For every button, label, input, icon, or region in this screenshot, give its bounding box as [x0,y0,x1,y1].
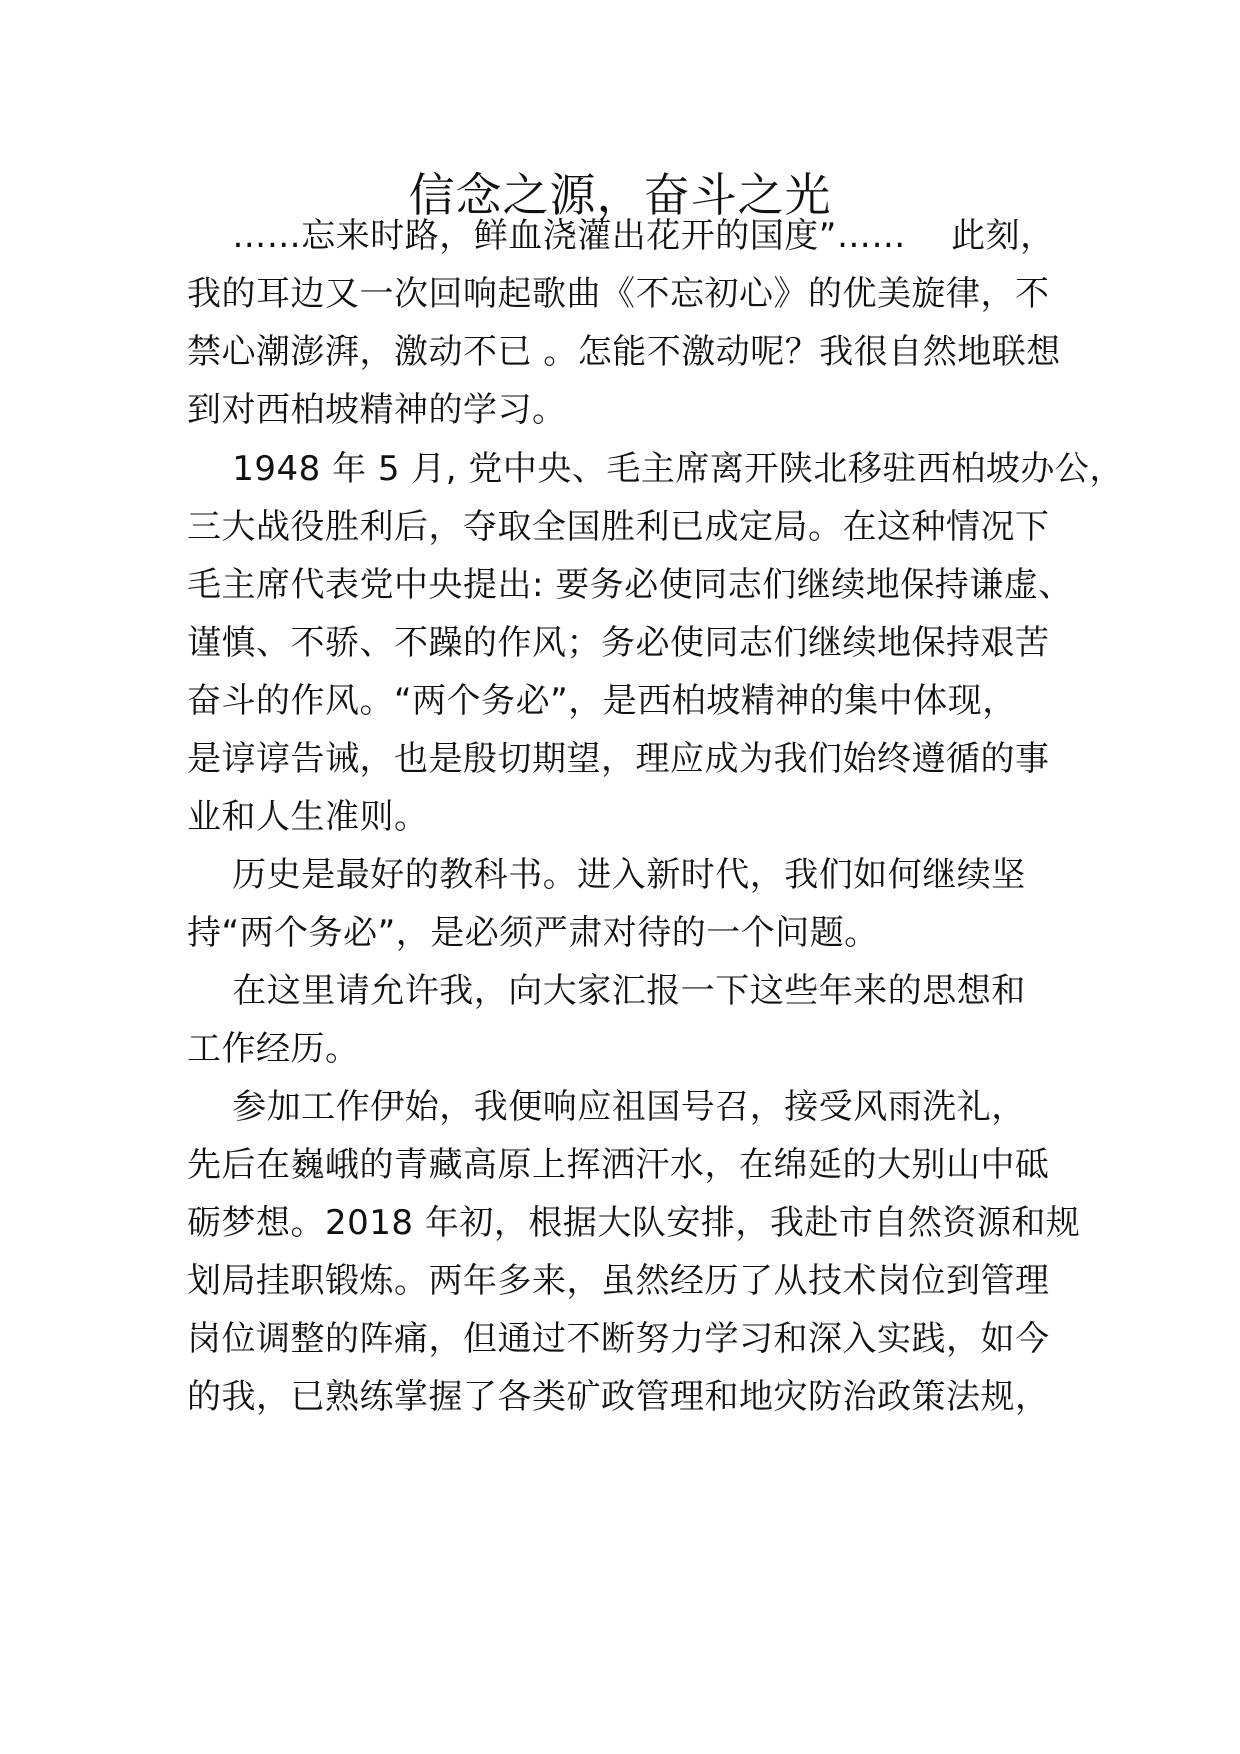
text-line: 三大战役胜利后，夺取全国胜利已成定局。在这种情况下 [187,507,1050,547]
text-line: ……忘来时路，鲜血浇灌出花开的国度”…… 此刻， [187,216,1055,256]
text-line: 我的耳边又一次回响起歌曲《不忘初心》的优美旋律，不 [187,274,1050,314]
text-line: 历史是最好的教科书。进入新时代，我们如何继续坚 [187,855,1026,895]
text-line: 奋斗的作风。“两个务必”，是西柏坡精神的集中体现， [187,681,1017,721]
text-line: 的我，已熟练掌握了各类矿政管理和地灾防治政策法规， [187,1377,1050,1417]
text-line: 工作经历。 [187,1029,360,1069]
text-line: 禁心潮澎湃，激动不已 。怎能不激动呢？我很自然地联想 [187,332,1061,372]
text-line: 是谆谆告诫，也是殷切期望，理应成为我们始终遵循的事 [187,739,1050,779]
text-line: 谨慎、不骄、不躁的作风；务必使同志们继续地保持艰苦 [187,623,1050,663]
text-line: 划局挂职锻炼。两年多来，虽然经历了从技术岗位到管理 [187,1261,1050,1301]
text-line: 毛主席代表党中央提出: 要务必使同志们继续地保持谦虚、 [187,565,1073,605]
text-line: 砺梦想。2018 年初，根据大队安排，我赴市自然资源和规 [187,1203,1081,1243]
text-line: 先后在巍峨的青藏高原上挥洒汗水，在绵延的大别山中砥 [187,1145,1050,1185]
text-line: 在这里请允许我，向大家汇报一下这些年来的思想和 [187,971,1026,1011]
text-line: 岗位调整的阵痛，但通过不断努力学习和深入实践，如今 [187,1319,1050,1359]
text-line: 1948 年 5 月, 党中央、毛主席离开陕北移驻西柏坡办公， [187,449,1124,489]
text-line: 参加工作伊始，我便响应祖国号召，接受风雨洗礼， [187,1087,1026,1127]
text-line: 到对西柏坡精神的学习。 [187,390,567,430]
text-line: 业和人生准则。 [187,797,429,837]
page-title: 信念之源，奋斗之光 [408,168,832,222]
text-line: 持“两个务必”，是必须严肃对待的一个问题。 [187,913,879,953]
